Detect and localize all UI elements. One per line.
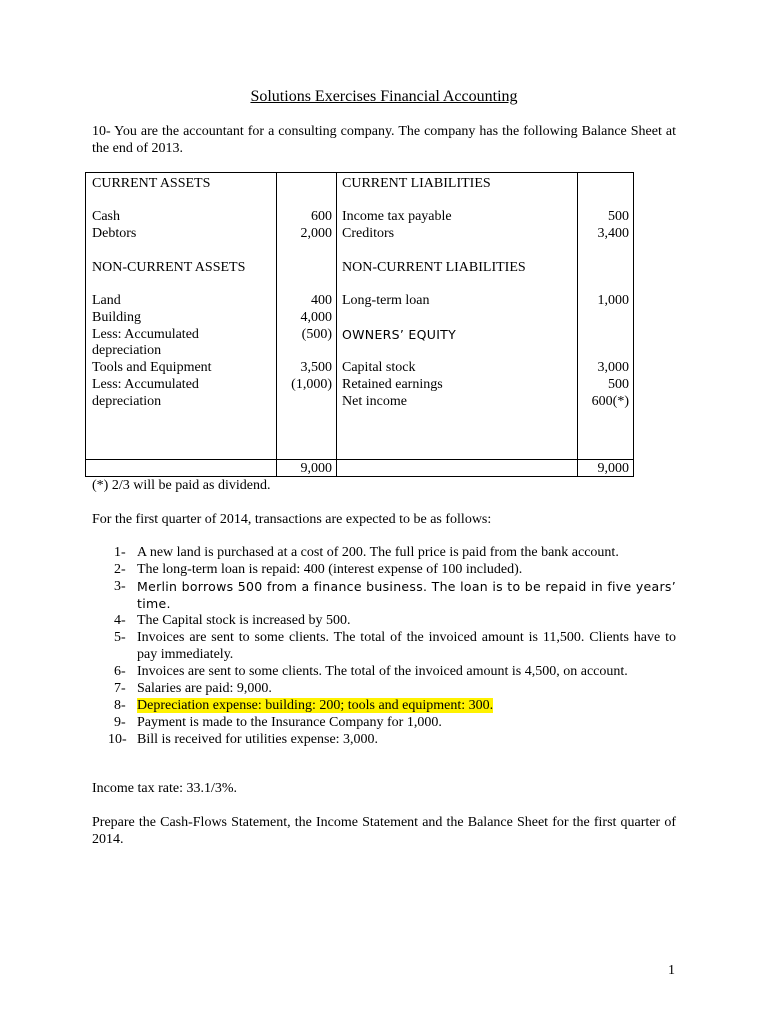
- list-item: [92, 578, 676, 612]
- item-number: 6-: [114, 664, 126, 679]
- page-title: Solutions Exercises Financial Accounting: [250, 88, 518, 105]
- list-item: [92, 680, 676, 697]
- item-text: Invoices are sent to some clients. The total of the invoiced amount is 11,500. Clients have to pay immediately.: [137, 630, 676, 662]
- item-number: 7-: [114, 681, 126, 696]
- item-number: 4-: [114, 613, 126, 628]
- current-assets-header: CURRENT ASSETS: [92, 176, 211, 191]
- item-number: 10-: [108, 732, 127, 747]
- transactions-list: [92, 544, 676, 748]
- cash-value: 600: [311, 209, 332, 224]
- income-tax-payable-label: Income tax payable: [342, 209, 452, 224]
- list-item: [92, 714, 676, 731]
- capital-stock-value: 3,000: [597, 360, 629, 375]
- list-item: [92, 561, 676, 578]
- income-tax-payable-value: 500: [608, 209, 629, 224]
- building-label: Building: [92, 310, 142, 325]
- item-text: Invoices are sent to some clients. The total of the invoiced amount is 4,500, on account.: [137, 664, 628, 679]
- land-label: Land: [92, 293, 121, 308]
- list-item: [92, 544, 676, 561]
- building-value: 4,000: [300, 310, 332, 325]
- dividend-footnote: (*) 2/3 will be paid as dividend.: [92, 478, 271, 493]
- tools-equipment-label: Tools and Equipment: [92, 360, 212, 375]
- balance-sheet-table: [85, 172, 634, 477]
- total-row-divider: [86, 459, 633, 460]
- non-current-liabilities-header: NON-CURRENT LIABILITIES: [342, 260, 526, 275]
- item-text: Bill is received for utilities expense: 3,000.: [137, 732, 379, 747]
- tools-depreciation-value: (1,000): [291, 377, 332, 392]
- net-income-value: 600(*): [591, 394, 629, 409]
- current-liabilities-header: CURRENT LIABILITIES: [342, 176, 491, 191]
- list-item: [92, 731, 676, 748]
- depreciation-label: depreciation: [92, 394, 162, 409]
- column-divider: [276, 173, 277, 476]
- income-tax-rate: Income tax rate: 33.1/3%.: [92, 781, 238, 796]
- list-item: [92, 612, 676, 629]
- less-accumulated-label: Less: Accumulated: [92, 327, 199, 342]
- task-instruction: Prepare the Cash-Flows Statement, the Income Statement and the Balance Sheet for the first quarter of 2014.: [92, 815, 676, 847]
- creditors-label: Creditors: [342, 226, 395, 241]
- land-value: 400: [311, 293, 332, 308]
- non-current-assets-header: NON-CURRENT ASSETS: [92, 260, 246, 275]
- total-assets-value: 9,000: [300, 461, 332, 476]
- long-term-loan-label: Long-term loan: [342, 293, 430, 308]
- exercise-intro: 10- You are the accountant for a consulting company. The company has the following Balance Sheet at the end of 2013.: [92, 124, 676, 156]
- column-divider: [336, 173, 337, 476]
- list-item: [92, 697, 676, 714]
- retained-earnings-value: 500: [608, 377, 629, 392]
- item-number: 1-: [114, 545, 126, 560]
- cash-label: Cash: [92, 209, 120, 224]
- creditors-value: 3,400: [597, 226, 629, 241]
- total-liabilities-equity-value: 9,000: [597, 461, 629, 476]
- item-number: 9-: [114, 715, 126, 730]
- debtors-label: Debtors: [92, 226, 137, 241]
- transactions-lead: For the first quarter of 2014, transactions are expected to be as follows:: [92, 512, 492, 527]
- item-number: 3-: [114, 579, 126, 594]
- item-text: Merlin borrows 500 from a finance business. The loan is to be repaid in five years’ time.: [137, 579, 676, 611]
- building-depreciation-value: (500): [301, 327, 332, 342]
- item-text: The long-term loan is repaid: 400 (interest expense of 100 included).: [137, 562, 523, 577]
- item-number: 8-: [114, 698, 126, 713]
- item-number: 2-: [114, 562, 126, 577]
- list-item: [92, 629, 676, 663]
- item-number: 5-: [114, 630, 126, 645]
- depreciation-label: depreciation: [92, 343, 162, 358]
- highlighted-item-text: Depreciation expense: building: 200; tools and equipment: 300.: [137, 698, 494, 713]
- long-term-loan-value: 1,000: [597, 293, 629, 308]
- item-text: A new land is purchased at a cost of 200. The full price is paid from the bank account.: [137, 545, 619, 560]
- item-text: Payment is made to the Insurance Company for 1,000.: [137, 715, 442, 730]
- item-text: The Capital stock is increased by 500.: [137, 613, 351, 628]
- owners-equity-header: OWNERS’ EQUITY: [342, 327, 457, 342]
- page-number: 1: [668, 963, 675, 978]
- item-text: Salaries are paid: 9,000.: [137, 681, 272, 696]
- less-accumulated-label: Less: Accumulated: [92, 377, 199, 392]
- list-item: [92, 663, 676, 680]
- net-income-label: Net income: [342, 394, 407, 409]
- column-divider: [577, 173, 578, 476]
- debtors-value: 2,000: [300, 226, 332, 241]
- capital-stock-label: Capital stock: [342, 360, 416, 375]
- tools-equipment-value: 3,500: [300, 360, 332, 375]
- retained-earnings-label: Retained earnings: [342, 377, 443, 392]
